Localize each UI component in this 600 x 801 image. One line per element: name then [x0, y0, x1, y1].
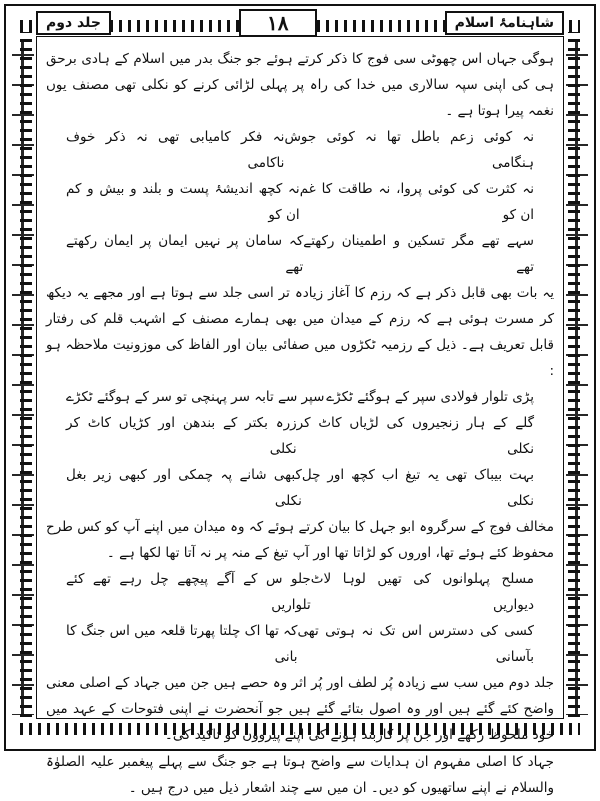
couplet: [46, 462, 554, 514]
verse-first-half: پڑی تلوار فولادی سپر کے ہوگئے ٹکڑے: [326, 389, 534, 405]
verse-second-half: نہ فکر کامیابی تھی نہ ذکر خوف ناکامی: [66, 129, 285, 171]
page-header: [36, 8, 564, 38]
verse-second-half: سپر سے تابہ سر پہنچی تو سر کے ہوگئے ٹکڑے: [66, 389, 325, 405]
couplet: [46, 618, 554, 670]
poem-3: [46, 566, 554, 670]
verse-second-half: کبھی شانے پہ چمکی اور کبھی زیر بغل نکلی: [66, 467, 302, 509]
page-number: ١٨: [239, 9, 316, 37]
couplet: [46, 228, 554, 280]
verse-first-half: سہے تھے مگر تسکین و اطمینان رکھتے تھے: [303, 233, 534, 275]
verse-second-half: زرہ بکتر کے بندھن اور کڑیاں کاٹ کر نکلی: [66, 415, 297, 457]
verse-second-half: کہ تھا اک چلتا پھرتا قلعہ میں اس جنگ کا بانی: [66, 623, 298, 665]
verse-second-half: کہ سامان پر نہیں ایمان پر ایمان رکھتے تھے: [66, 233, 304, 275]
volume-label: جلد دوم: [36, 11, 111, 35]
verse-first-half: گلے کے ہار زنجیروں کی لڑیاں کاٹ کر نکلی: [296, 415, 534, 457]
couplet: [46, 124, 554, 176]
right-vine-ornament: [566, 40, 588, 715]
verse-first-half: بہت بیباک تھی یہ تیغ اب کچھ اور چل نکلی: [301, 467, 534, 509]
verse-first-half: نہ کثرت کی کوئی پروا، نہ طاقت کا غم ان کو: [299, 181, 534, 223]
fourth-paragraph: جلد دوم میں سب سے زیادہ پُر لطف اور پُر اثر وہ حصے ہیں جن میں جہاد کے اصلی معنی واضح کئے گئے ہیں اور وہ اصول بتائے گئے ہیں جو آنحضرت نے اپنی فتوحات کے عہد میں خود ملحوظ رکھے اور جن پر کاربند ہونے کی اپنے پیروؤں کو تاکید کی۔: [46, 675, 554, 743]
closing-paragraph: جہاد کا اصلی مفہوم ان ہدایات سے واضح ہوتا ہے جو جنگ سے پہلے پیغمبر علیہ الصلوٰۃ والسلام نے اپنے ساتھیوں کو دیں۔ ان میں سے چند اشعار ذیل میں درج ہیں ۔: [46, 754, 554, 796]
verse-first-half: نہ کوئی زعم باطل تھا نہ کوئی جوش ہنگامی: [284, 129, 534, 171]
poem-2: [46, 384, 554, 514]
poem-1: [46, 124, 554, 280]
verse-second-half: نہ کچھ اندیشۂ پست و بلند و بیش و کم ان کو: [66, 181, 300, 223]
page-content: [46, 46, 554, 796]
middle-paragraph: یہ بات بھی قابل ذکر ہے کہ رزم کا آغاز زیادہ تر اسی جلد سے ہوتا ہے اور مجھے یہ دیکھ کر مسرت ہوئی ہے کہ رزم کے میدان میں بھی ہمارے مصنف کے اشہب قلم کی رفتار قابل تعریف ہے۔ ذیل کے رزمیہ ٹکڑوں میں صفائی بیان اور الفاظ کی موزونیت ملاحظہ ہو :: [46, 285, 554, 379]
couplet: [46, 384, 554, 410]
verse-first-half: مسلح پہلوانوں کی تھیں لوہا لاٹ دیواریں: [310, 571, 534, 613]
couplet: [46, 176, 554, 228]
verse-first-half: کسی کی دسترس اس تک نہ ہوتی تھی بآسانی: [297, 623, 534, 665]
left-vine-ornament: [12, 40, 34, 715]
couplet: [46, 566, 554, 618]
verse-second-half: جلو س کے آگے پیچھے چل رہے تھے کئے تلواریں: [66, 571, 311, 613]
intro-paragraph: ہوگی جہاں اس چھوٹی سی فوج کا ذکر کرتے ہوئے جو جنگ بدر میں اسلام کے ہادی برحق ہی کی اپنی سپہ سالاری میں خدا کی راہ پر پہلی لڑائی کرنے کو نکلی تھی مصنف یوں نغمہ پیرا ہوتا ہے ۔: [46, 51, 554, 119]
book-title: شاہنامۂ اسلام: [445, 11, 564, 35]
couplet: [46, 410, 554, 462]
third-paragraph: مخالف فوج کے سرگروہ ابو جہل کا بیان کرتے ہوئے کہ وہ میدان میں اپنے آپ کو کس طرح محفوظ کئے ہوئے تھا، اوروں کو لڑاتا تھا اور آپ تیغ کے منہ پر نہ آتا تھا لکھا ہے ۔: [46, 519, 554, 561]
